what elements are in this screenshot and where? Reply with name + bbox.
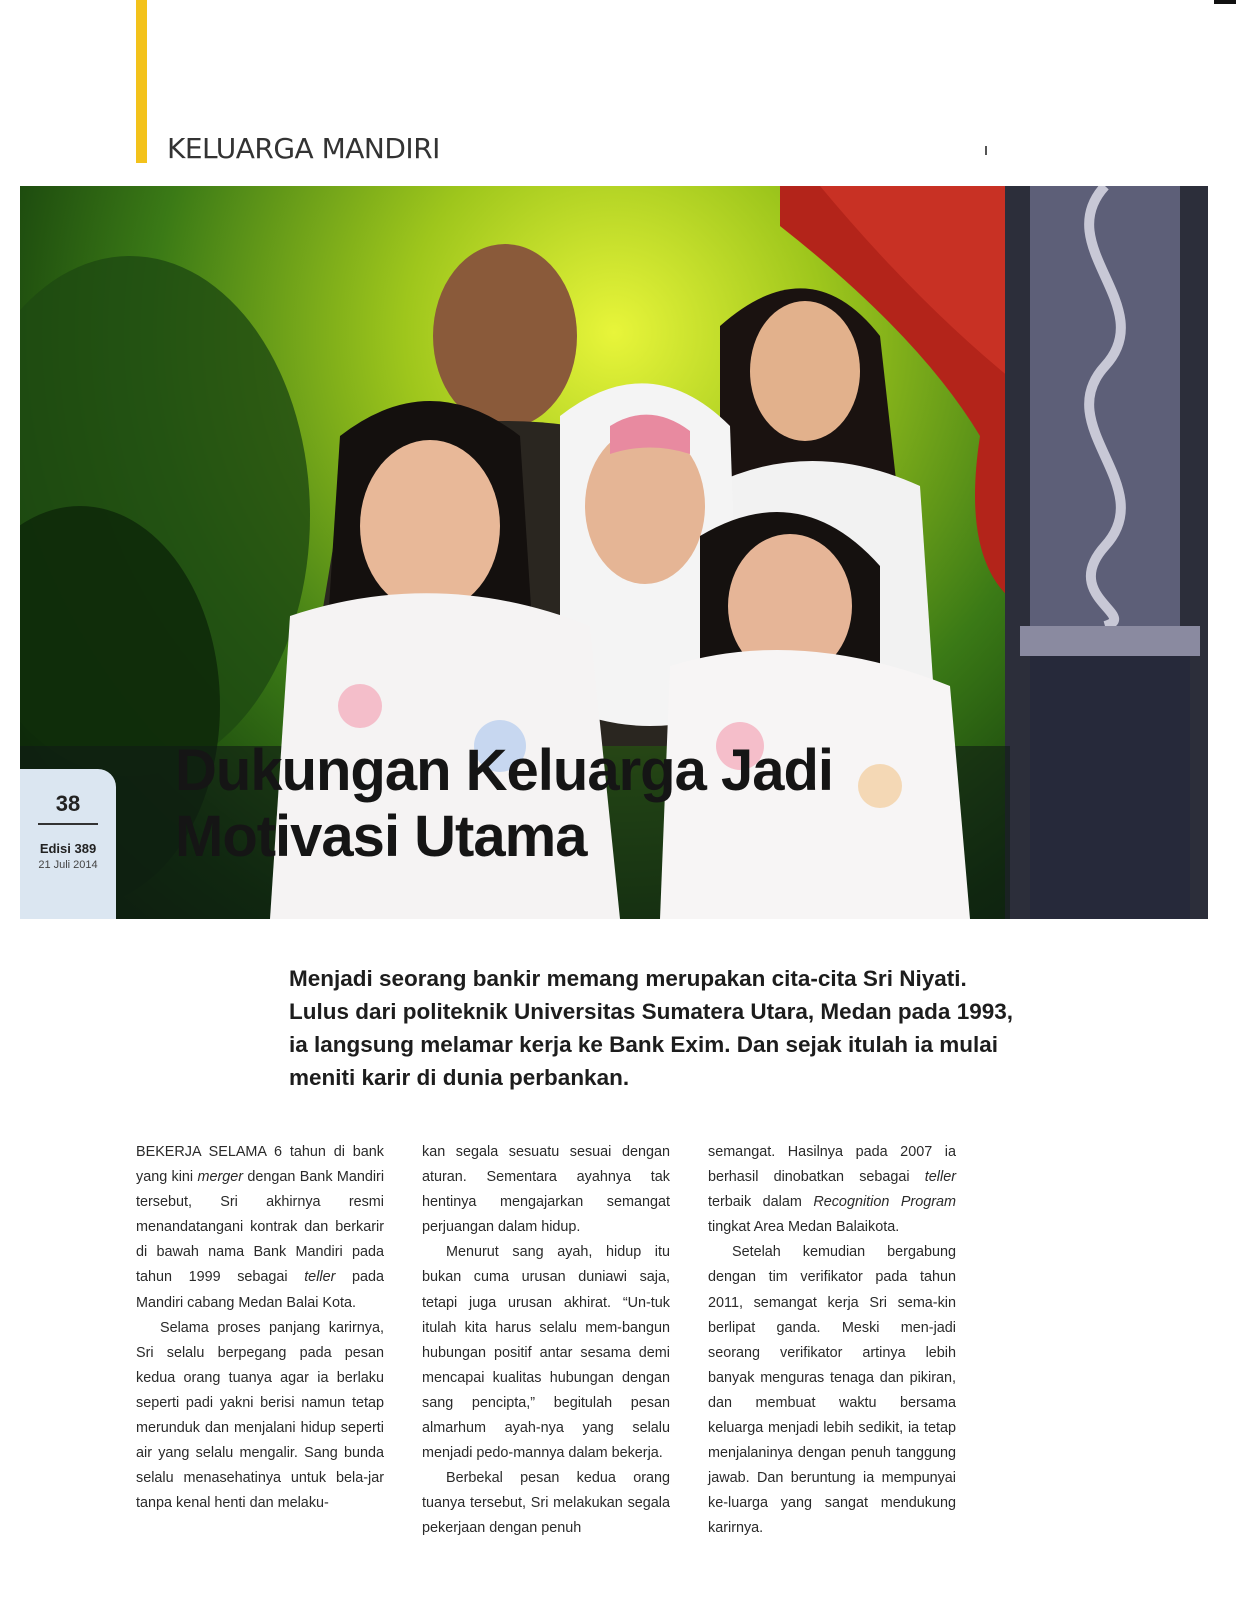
body-text-italic: Recognition Program [813, 1194, 956, 1211]
edition-label: Edisi 389 [39, 841, 97, 856]
edition-date: 21 Juli 2014 [38, 859, 98, 871]
lead-paragraph [289, 962, 1129, 1094]
body-text: BEKERJA SELAMA 6 tahun di bank yang kini [136, 1144, 384, 1186]
page-number: 38 [55, 791, 81, 816]
body-text: terbaik dalam [708, 1194, 814, 1211]
body-paragraph: Selama proses panjang karirnya, Sri selalu berpegang pada pesan kedua orang tuanya agar ia berlaku seperti padi yakni berisi namun tetap merunduk dan menjalani hidup seperti air yang selalu mengalir. Sang bunda selalu menasehatinya untuk bela-jar tanpa kenal henti dan melaku- [136, 1319, 384, 1512]
body-column-1 [136, 1140, 384, 1516]
lead-line-4: meniti karir di dunia perbankan. [289, 1065, 630, 1090]
body-text: semangat. Hasilnya pada 2007 ia berhasil dinobatkan sebagai [708, 1144, 956, 1186]
body-paragraph: Berbekal pesan kedua orang tuanya tersebut, Sri melakukan segala pekerjaan dengan penuh [422, 1470, 670, 1537]
body-text-italic: teller [924, 1169, 956, 1186]
body-paragraph: Menurut sang ayah, hidup itu bukan cuma urusan duniawi saja, tetapi juga urusan akhirat. “Un-tuk itulah kita harus selalu mem-bangun hubungan positif antar sesama demi mencapai kualitas hubungan dengan sang pencipta,” begitulah pesan almarhum ayah-nya yang selalu menjadi pedo-mannya dalam bekerja. [422, 1244, 670, 1462]
lead-line-3: ia langsung melamar kerja ke Bank Exim. Dan sejak itulah ia mulai [289, 1032, 999, 1057]
body-text: dengan Bank Mandiri tersebut, Sri akhirnya resmi menandatangani kontrak dan berkarir di bawah nama Bank Mandiri pada tahun 1999 sebagai [136, 1169, 385, 1286]
page-tab-rule [38, 823, 98, 825]
headline-line-2: Motivasi Utama [175, 804, 587, 869]
body-column-3 [708, 1140, 956, 1542]
article-headline [175, 738, 833, 870]
body-paragraph [136, 1140, 384, 1316]
body-paragraph [708, 1140, 956, 1240]
page-tab [20, 769, 116, 919]
section-accent-bar [136, 0, 147, 163]
body-paragraph: Setelah kemudian bergabung dengan tim verifikator pada tahun 2011, semangat kerja Sri sema-kin berlipat ganda. Meski men-jadi seorang verifikator artinya lebih banyak menguras tenaga dan pikiran, dan membuat waktu bersama keluarga menjadi lebih sedikit, ia tetap menjalaninya dengan penuh tanggung jawab. Dan beruntung ia mempunyai ke-luarga yang sangat mendukung karirnya. [708, 1244, 956, 1537]
lead-line-2: Lulus dari politeknik Universitas Sumatera Utara, Medan pada 1993, [289, 999, 1013, 1024]
body-text-italic: teller [304, 1269, 336, 1286]
body-text: tingkat Area Medan Balaikota. [708, 1219, 900, 1236]
scan-corner-mark [1214, 0, 1236, 18]
section-label: KELUARGA MANDIRI [167, 132, 440, 165]
body-text: pada Mandiri cabang Medan Balai Kota. [136, 1269, 384, 1311]
lead-line-1: Menjadi seorang bankir memang merupakan cita-cita Sri Niyati. [289, 966, 967, 991]
body-text-italic: merger [197, 1169, 244, 1186]
headline-line-1: Dukungan Keluarga Jadi [175, 738, 834, 803]
body-column-2 [422, 1140, 670, 1542]
body-paragraph: kan segala sesuatu sesuai dengan aturan. Sementara ayahnya tak hentinya mengajarkan semangat perjuangan dalam hidup. [422, 1144, 670, 1236]
scan-mark [985, 146, 987, 155]
